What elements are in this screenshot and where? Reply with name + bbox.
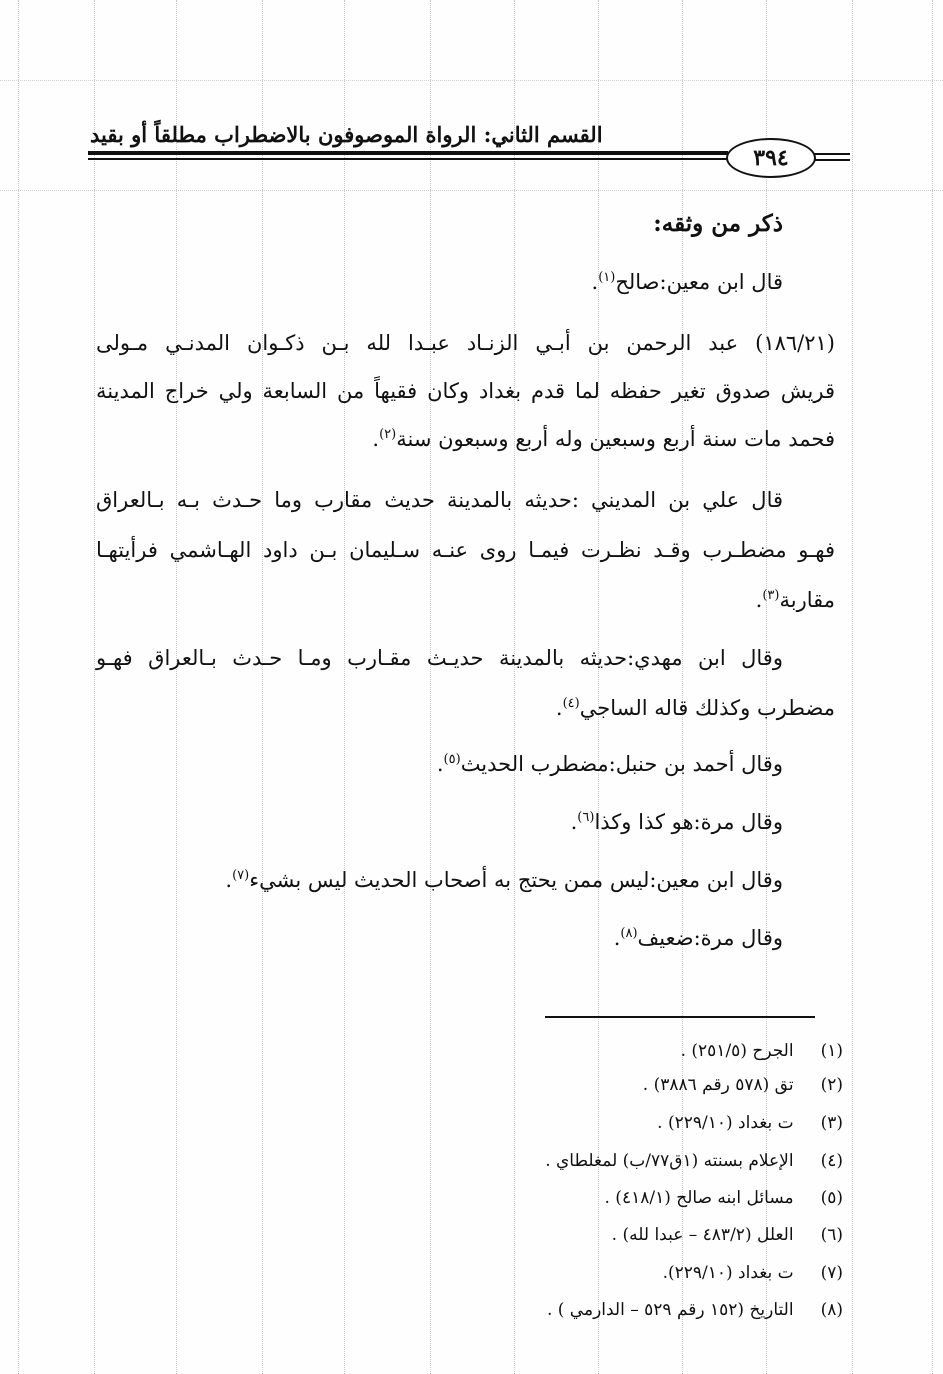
body-line-text: قريش صدوق تغير حفظه لما قدم بغداد وكان فقيهاً من السابعة ولي خراج المدينة: [96, 379, 835, 403]
body-line-end: .: [225, 868, 233, 892]
body-line-end: .: [555, 696, 563, 720]
body-line: [96, 480, 783, 520]
header-rule: [812, 159, 850, 161]
scan-artifact-line: [18, 0, 19, 1374]
scan-artifact-line: [0, 190, 943, 191]
footnote-ref: (٧): [232, 868, 250, 883]
body-line: [614, 918, 783, 958]
scan-artifact-line: [932, 0, 933, 1374]
header-rule: [88, 158, 728, 160]
body-line-text: وقال أحمد بن حنبل:مضطرب الحديث: [460, 752, 783, 776]
scan-artifact-line: [344, 0, 345, 1374]
footnote-ref: (١): [598, 270, 616, 285]
body-line-end: .: [591, 270, 599, 294]
page-number: ٣٩٤: [753, 145, 789, 171]
footnote-text: تق (٥٧٨ رقم ٣٨٨٦) .: [642, 1075, 794, 1095]
body-line: [96, 323, 835, 363]
scan-artifact-line: [430, 0, 431, 1374]
scan-artifact-line: [0, 80, 943, 81]
footnote: [663, 1256, 843, 1290]
section-heading: ذكر من وثقه:: [653, 210, 783, 237]
footnote-text: مسائل ابنه صالح (٤١٨/١) .: [604, 1188, 794, 1208]
body-line: [571, 802, 783, 842]
footnote-ref: (٤): [562, 696, 580, 711]
scan-artifact-line: [262, 0, 263, 1374]
footnote: [643, 1068, 843, 1102]
footnote: [612, 1218, 843, 1252]
footnote: [605, 1181, 844, 1215]
footnote: [657, 1106, 843, 1140]
body-line: [372, 419, 835, 459]
footnote-text: الجرح (٢٥١/٥) .: [680, 1041, 794, 1061]
scan-artifact-line: [176, 0, 177, 1374]
body-line: [96, 371, 835, 411]
footnote-text: العلل (٤٨٣/٢ – عبدا لله) .: [611, 1225, 794, 1245]
body-line-text: (١٨٦/٢١) عبد الرحمن بن أبـي الزنـاد عبـدا لله بـن ذكـوان المدنـي مـولى: [96, 331, 835, 355]
footnote-ref: (٣): [762, 588, 780, 603]
body-line-end: .: [755, 588, 763, 612]
footnote-number: (٨): [820, 1300, 843, 1320]
footnote-ref: (٨): [620, 926, 638, 941]
footnote: [547, 1293, 843, 1327]
body-line: [225, 860, 783, 900]
scan-artifact-line: [852, 0, 853, 1374]
scan-artifact-line: [514, 0, 515, 1374]
scan-artifact-line: [94, 0, 95, 1374]
body-line-end: .: [613, 926, 621, 950]
body-line-text: وقال مرة:ضعيف: [637, 926, 783, 950]
body-line-text: فحمد مات سنة أربع وسبعين وله أربع وسبعون سنة: [396, 427, 835, 451]
footnote-separator: [545, 1016, 815, 1018]
footnote: [545, 1144, 843, 1178]
body-line-text: مقاربة: [779, 588, 835, 612]
footnote-number: (٧): [820, 1263, 843, 1283]
footnote-number: (٢): [820, 1075, 843, 1095]
body-line-text: قال علي بن المديني :حديثه بالمدينة حديث مقارب وما حـدث بـه بـالعراق: [96, 488, 783, 512]
body-line-text: قال ابن معين:صالح: [615, 270, 783, 294]
body-line: [437, 744, 783, 784]
body-line: [96, 638, 783, 678]
footnote-text: الإعلام بسنته (١ق٧٧/ب) لمغلطاي .: [545, 1151, 794, 1171]
footnote-ref: (٢): [379, 427, 397, 442]
body-line-text: فهـو مضطـرب وقـد نظـرت فيمـا روى عنـه سـليمان بـن داود الهـاشمي فرأيتهـا: [96, 538, 835, 562]
header-rule: [88, 151, 728, 155]
footnote-text: ت بغداد (٢٢٩/١٠).: [662, 1263, 794, 1283]
footnote: [681, 1034, 843, 1068]
header-rule: [810, 153, 850, 155]
footnote-text: ت بغداد (٢٢٩/١٠) .: [657, 1113, 794, 1133]
body-line-text: وقال ابن مهدي:حديثه بالمدينة حديـث مقـارب ومـا حـدث بـالعراق فهـو: [96, 646, 783, 670]
body-line: [756, 580, 835, 620]
footnote-ref: (٦): [577, 810, 595, 825]
footnote-number: (٥): [820, 1188, 843, 1208]
body-line-end: .: [570, 810, 578, 834]
footnote-number: (٣): [820, 1113, 843, 1133]
body-line: [592, 262, 784, 302]
body-line-text: مضطرب وكذلك قاله الساجي: [579, 696, 835, 720]
body-line-text: وقال مرة:هو كذا وكذا: [594, 810, 783, 834]
body-line-end: .: [436, 752, 444, 776]
footnote-number: (٤): [820, 1151, 843, 1171]
body-line-text: وقال ابن معين:ليس ممن يحتج به أصحاب الحديث ليس بشيء: [249, 868, 783, 892]
footnote-text: التاريخ (١٥٢ رقم ٥٢٩ – الدارمي ) .: [546, 1300, 794, 1320]
running-header-title: القسم الثاني: الرواة الموصوفون بالاضطراب مطلقاً أو بقيد: [90, 122, 603, 147]
footnote-number: (١): [820, 1041, 843, 1061]
body-line: [556, 688, 835, 728]
footnote-ref: (٥): [443, 752, 461, 767]
footnote-number: (٦): [820, 1225, 843, 1245]
body-line-end: .: [372, 427, 380, 451]
body-line: [96, 530, 835, 570]
